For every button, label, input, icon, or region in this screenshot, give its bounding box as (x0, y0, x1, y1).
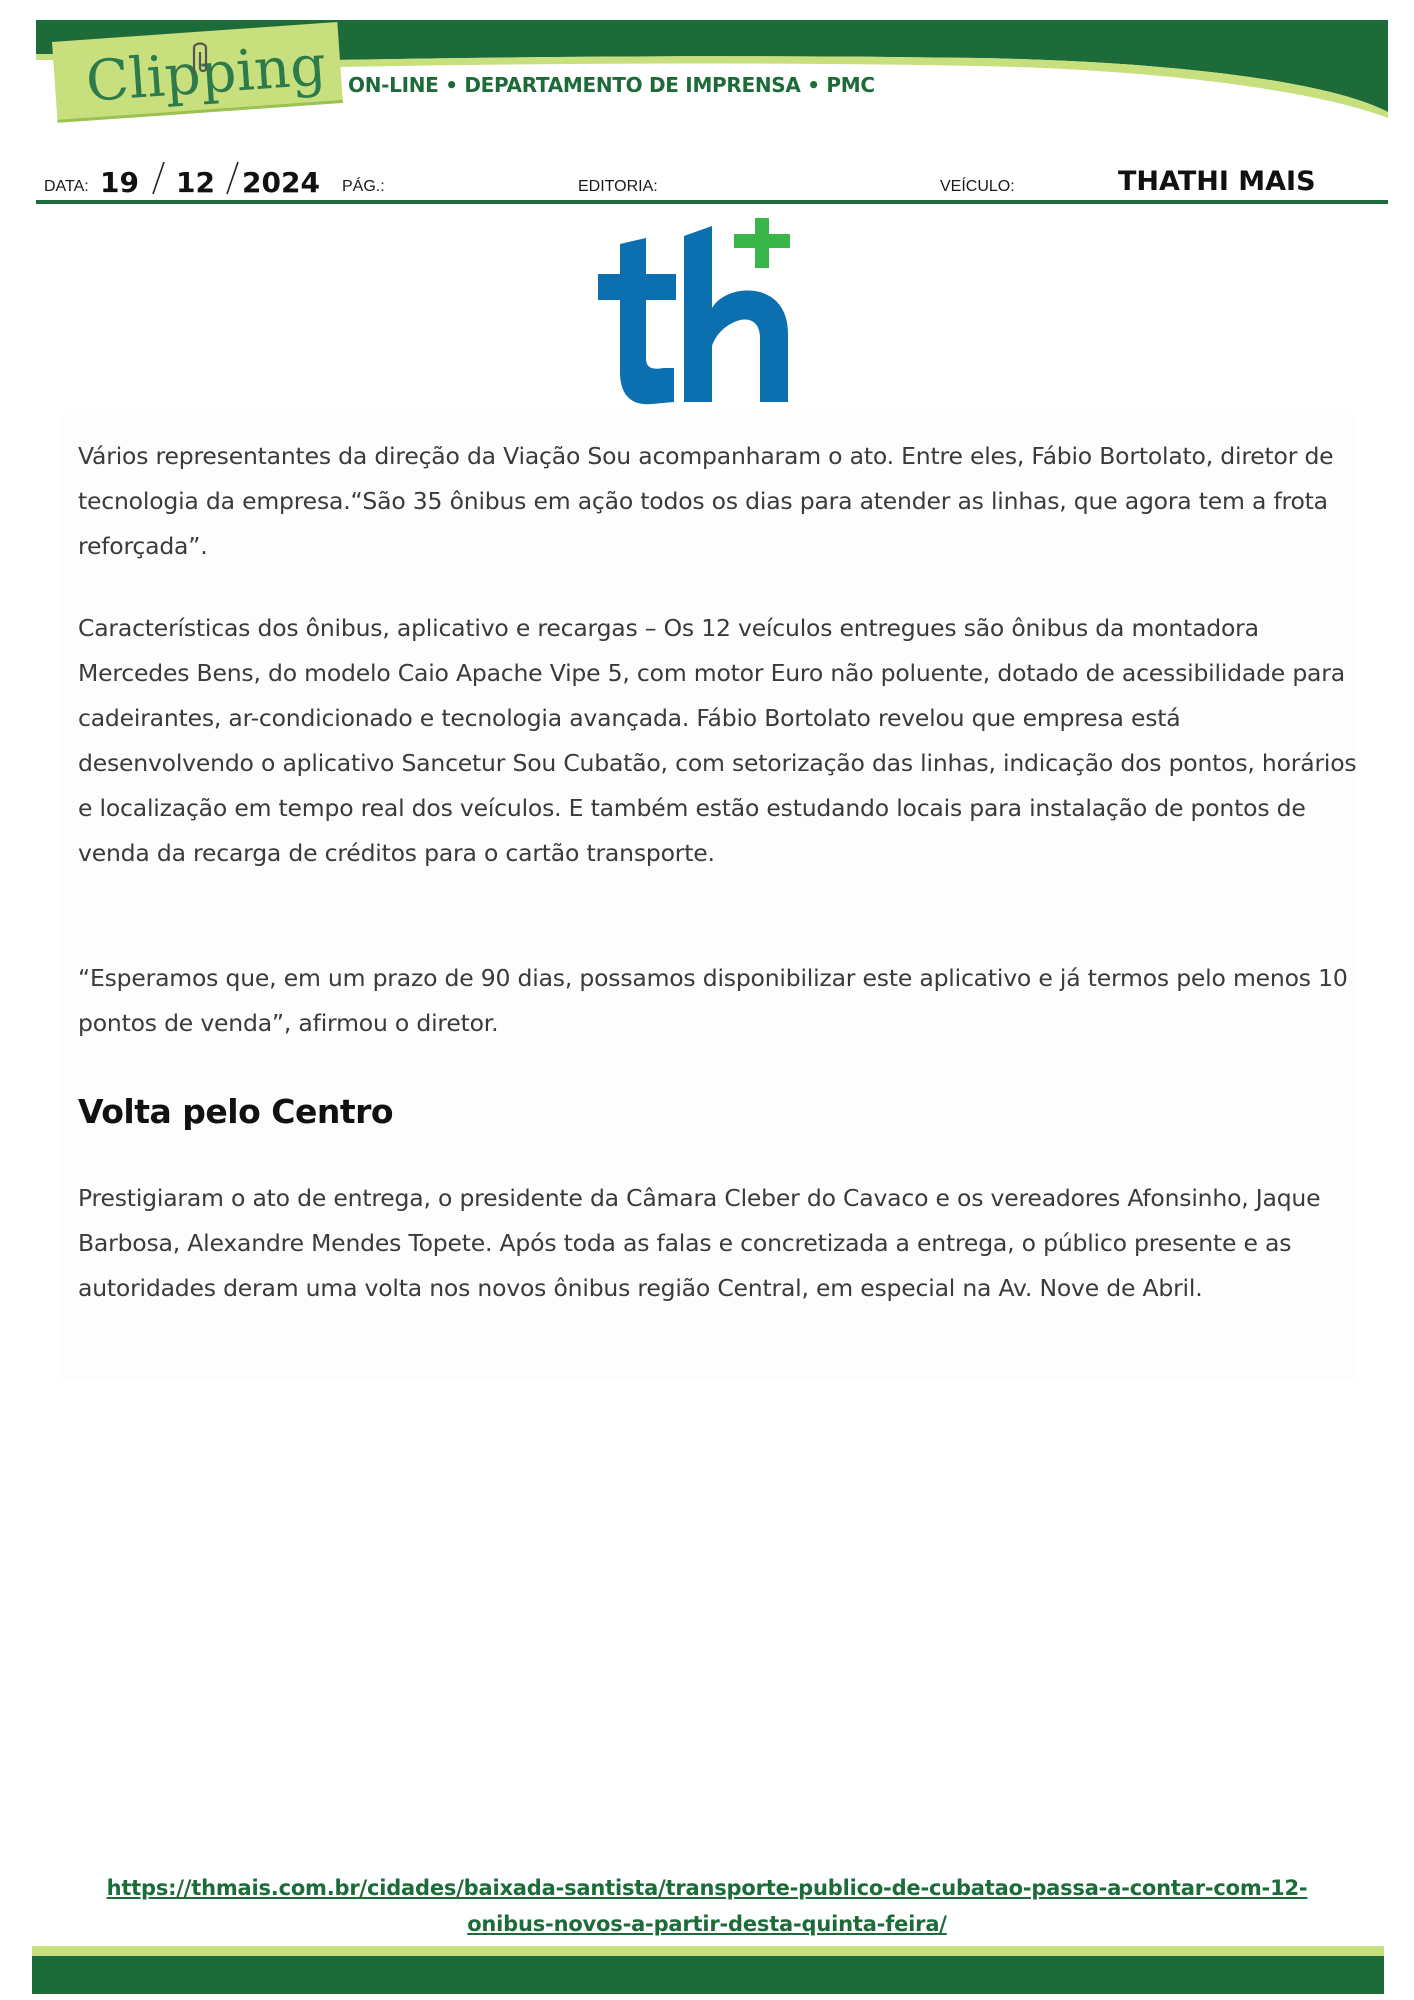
data-label: DATA: (44, 178, 89, 195)
pag-label: PÁG.: (342, 178, 385, 195)
date-separator (224, 160, 240, 196)
section-heading: Volta pelo Centro (78, 1092, 394, 1131)
outlet-logo (590, 218, 810, 408)
article-paragraph: Prestigiaram o ato de entrega, o presidente da Câmara Cleber do Cavaco e os vereadores Afonsinho, Jaque Barbosa, Alexandre Mendes Topete. Após toda as falas e concretizada a entrega, o público presente e as autoridades deram uma volta nos novos ônibus região Central, em especial na Av. Nove de Abril. (78, 1184, 1321, 1302)
date-year: 2024 (242, 166, 320, 199)
article-body (58, 414, 1358, 1380)
article-paragraph: Características dos ônibus, aplicativo e recargas – Os 12 veículos entregues são ônibus da montadora Mercedes Bens, do modelo Caio Apache Vipe 5, com motor Euro não poluente, dotado de acessibilidade para cadeirantes, ar-condicionado e tecnologia avançada. Fábio Bortolato revelou que empresa está desenvolvendo o aplicativo Sancetur Sou Cubatão, com setorização das linhas, indicação dos pontos, horários e localização em tempo real dos veículos. E também estão estudando locais para instalação de pontos de venda da recarga de créditos para o cartão transporte. (78, 614, 1357, 867)
veiculo-value: THATHI MAIS (1118, 166, 1316, 197)
source-link[interactable]: https://thmais.com.br/cidades/baixada-santista/transporte-publico-de-cubatao-passa-a-contar-com-12-onibus-novos-a-partir-desta-quinta-feira/ (106, 1876, 1308, 1936)
date-day: 19 (100, 166, 139, 199)
article-paragraph: “Esperamos que, em um prazo de 90 dias, possamos disponibilizar este aplicativo e já termos pelo menos 10 pontos de venda”, afirmou o diretor. (78, 964, 1348, 1037)
date-month: 12 (176, 166, 215, 199)
editoria-label: EDITORIA: (578, 178, 658, 195)
meta-row (0, 160, 1414, 204)
clipping-logo-text: Clipping (84, 33, 329, 115)
veiculo-label: VEÍCULO: (940, 178, 1015, 195)
meta-divider (36, 200, 1388, 204)
paperclip-icon (186, 38, 216, 78)
date-separator (150, 160, 166, 196)
article-paragraph: Vários representantes da direção da Viação Sou acompanharam o ato. Entre eles, Fábio Bortolato, diretor de tecnologia da empresa.“São 35 ônibus em ação todos os dias para atender as linhas, que agora tem a frota reforçada”. (78, 442, 1334, 560)
footer-bar (0, 1946, 1414, 2000)
header-tagline: ON-LINE • DEPARTAMENTO DE IMPRENSA • PMC (348, 73, 875, 97)
th-logo-icon (590, 218, 810, 408)
